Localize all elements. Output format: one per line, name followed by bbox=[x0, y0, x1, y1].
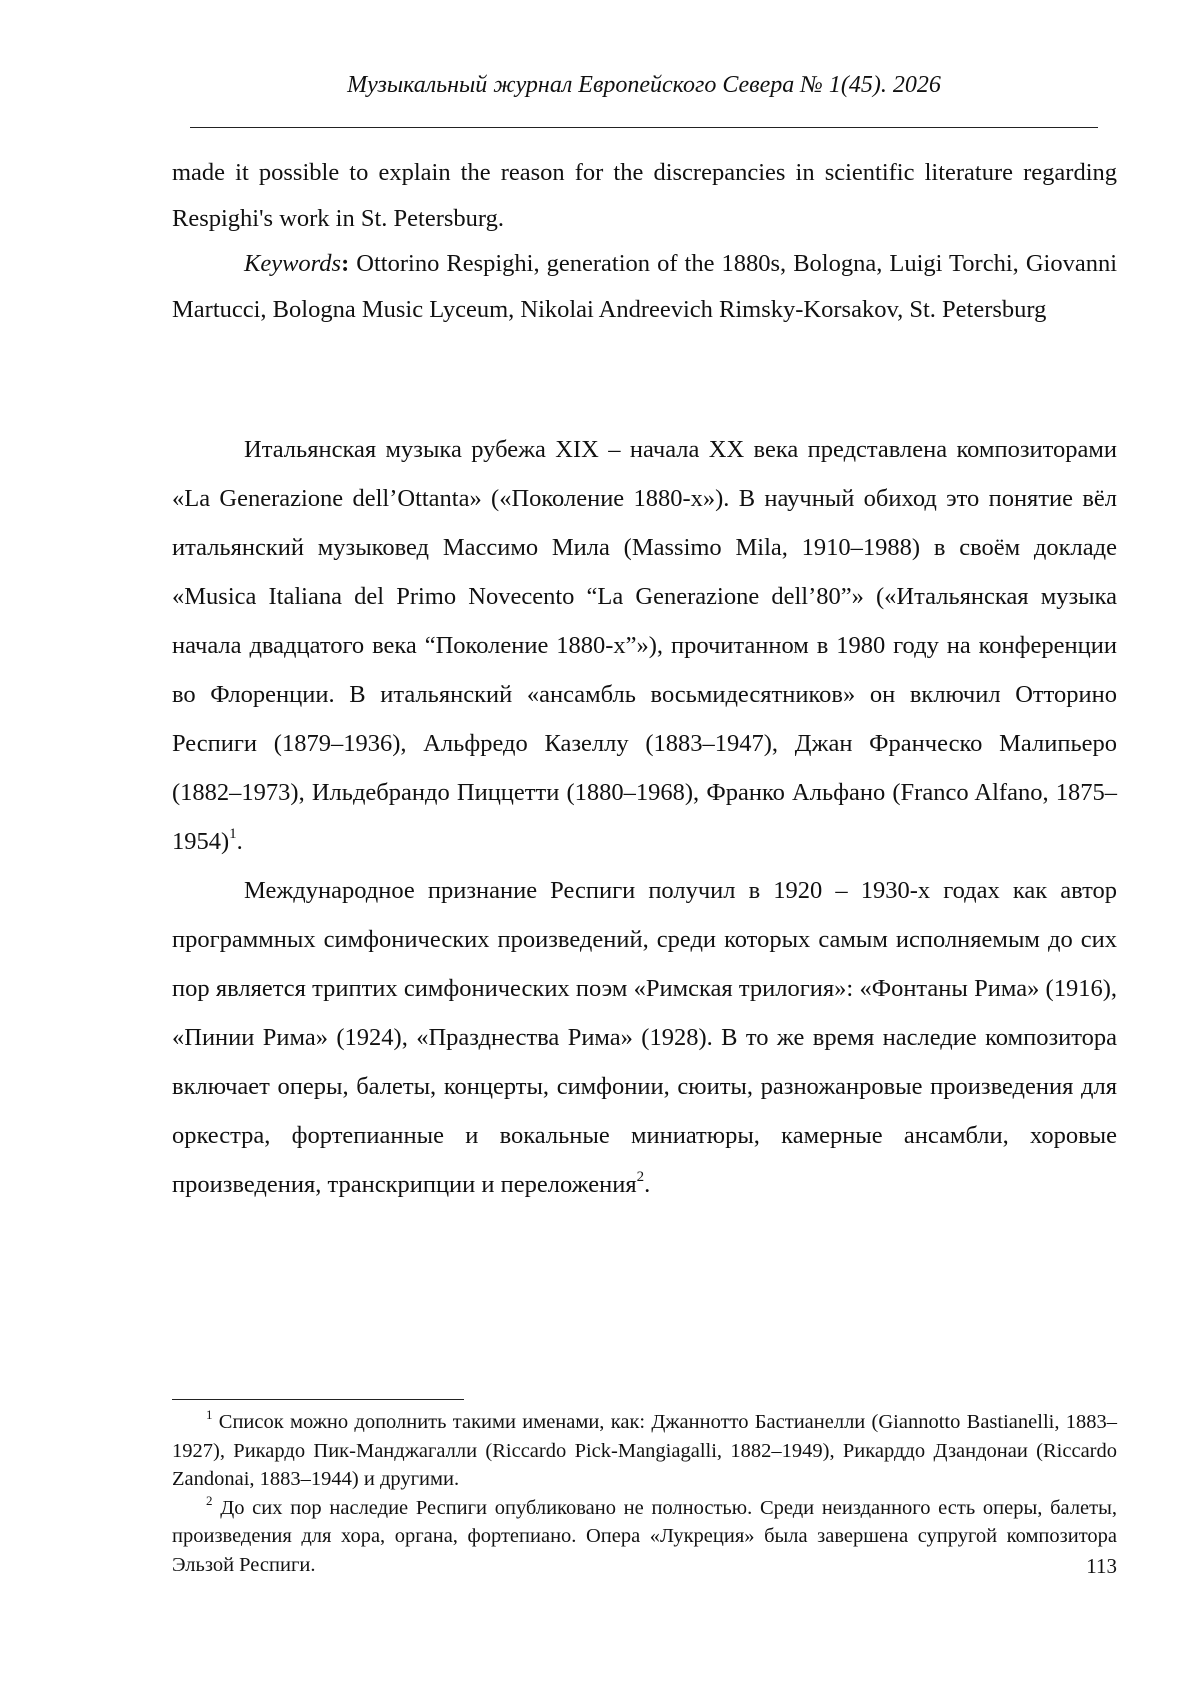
body-paragraph-1 bbox=[172, 425, 1117, 866]
footnote-1-text: Список можно дополнить такими именами, как: Джаннотто Бастианелли (Giannotto Bastianelli, 1883–1927), Рикардо Пик-Манджагалли (Riccardo Pick-Mangiagalli, 1882–1949), Рикарддо Дзандонаи (Riccardo Zandonai, 1883–1944) и другими. bbox=[172, 1411, 1117, 1490]
footnote-ref-1[interactable]: 1 bbox=[229, 826, 237, 842]
article-body bbox=[172, 425, 1117, 1209]
paragraph-1-end: . bbox=[236, 828, 243, 855]
keywords-text: Ottorino Respighi, generation of the 1880s, Bologna, Luigi Torchi, Giovanni Martucci, Bologna Music Lyceum, Nikolai Andreevich Rimsky-Korsakov, St. Petersburg bbox=[172, 250, 1117, 323]
paragraph-2-end: . bbox=[644, 1171, 651, 1198]
footnote-1-number: 1 bbox=[206, 1407, 213, 1422]
paragraph-2-text: Международное признание Респиги получил в 1920 – 1930-х годах как автор программных симфонических произведений, среди которых самым исполняемым до сих пор является триптих симфонических поэм «Римская трилогия»: «Фонтаны Рима» (1916), «Пинии Рима» (1924), «Празднества Рима» (1928). В то же время наследие композитора включает оперы, балеты, концерты, симфонии, сюиты, разножанровые произведения для оркестра, фортепианные и вокальные миниатюры, камерные ансамбли, хоровые произведения, транскрипции и переложения bbox=[172, 877, 1117, 1198]
keywords-label: Keywords bbox=[244, 250, 342, 277]
page-number: 113 bbox=[1086, 1554, 1117, 1578]
footnote-2-number: 2 bbox=[206, 1492, 213, 1508]
keywords-paragraph bbox=[172, 241, 1117, 332]
footnote-ref-2[interactable]: 2 bbox=[636, 1169, 645, 1185]
footnote-2 bbox=[172, 1494, 1117, 1580]
paragraph-1-text: Итальянская музыка рубежа XIX – начала XX века представлена композиторами «La Generazione dell’Ottanta» («Поколение 1880-х»). В научный обиход это понятие вёл итальянский музыковед Массимо Мила (Massimo Mila, 1910–1988) в своём докладе «Musica Italiana del Primo Novecento “La Generazione dell’80”» («Итальянская музыка начала двадцатого века “Поколение 1880-х”»), прочитанном в 1980 году на конференции во Флоренции. В итальянский «ансамбль восьмидесятников» он включил Отторино Респиги (1879–1936), Альфредо Казеллу (1883–1947), Джан Франческо Малипьеро (1882–1973), Ильдебрандо Пиццетти (1880–1968), Франко Альфано (Franco Alfano, 1875–1954) bbox=[172, 436, 1117, 855]
keywords-colon: : bbox=[341, 250, 350, 277]
header-rule bbox=[190, 127, 1098, 128]
footnote-1 bbox=[172, 1408, 1117, 1494]
footnotes-section bbox=[172, 1408, 1117, 1579]
footnote-2-text: До сих пор наследие Респиги опубликовано не полностью. Среди неизданного есть оперы, балеты, произведения для хора, органа, фортепиано. Опера «Лукреция» была завершена супругой композитора Эльзой Респиги. bbox=[172, 1496, 1117, 1576]
footnote-separator bbox=[172, 1399, 464, 1400]
abstract-section bbox=[172, 150, 1117, 332]
running-header: Музыкальный журнал Европейского Севера № 1(45). 2026 bbox=[347, 72, 941, 98]
abstract-continuation: made it possible to explain the reason for the discrepancies in scientific literature regarding Respighi's work in St. Petersburg. bbox=[172, 159, 1117, 232]
body-paragraph-2 bbox=[172, 866, 1117, 1209]
